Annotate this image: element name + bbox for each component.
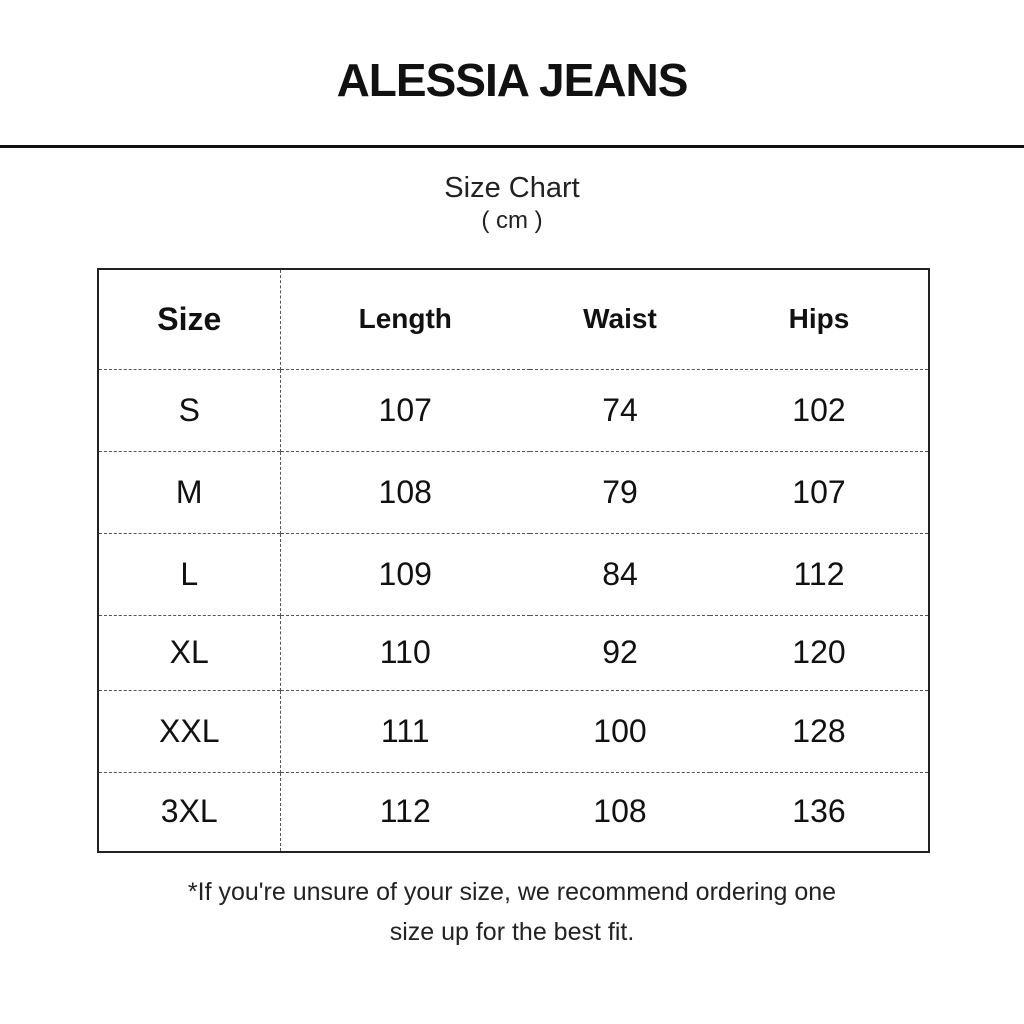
hips-cell: 136: [710, 772, 929, 852]
table-row: [98, 369, 929, 451]
column-header-length: Length: [358, 303, 452, 335]
footnote-line-2: size up for the best fit.: [389, 918, 635, 946]
size-cell: XXL: [98, 690, 280, 772]
fit-recommendation-note: [112, 872, 912, 952]
length-cell: 107: [280, 369, 530, 451]
hips-cell: 102: [710, 369, 929, 451]
column-header-size: Size: [98, 269, 280, 369]
table-row: [98, 615, 929, 690]
hips-cell: 107: [710, 451, 929, 533]
hips-cell: 112: [710, 533, 929, 615]
table-header-row: [98, 269, 929, 369]
size-cell: XL: [98, 615, 280, 690]
size-cell: S: [98, 369, 280, 451]
length-cell: 110: [280, 615, 530, 690]
length-cell: 108: [280, 451, 530, 533]
size-cell: M: [98, 451, 280, 533]
table-row: [98, 533, 929, 615]
waist-cell: 92: [530, 615, 710, 690]
waist-cell: 79: [530, 451, 710, 533]
waist-cell: 74: [530, 369, 710, 451]
waist-cell: 108: [530, 772, 710, 852]
table-row: [98, 690, 929, 772]
header-divider: [0, 145, 1024, 148]
hips-cell: 128: [710, 690, 929, 772]
hips-cell: 120: [710, 615, 929, 690]
length-cell: 109: [280, 533, 530, 615]
table-row: [98, 451, 929, 533]
chart-title: Size Chart: [444, 172, 580, 204]
waist-cell: 100: [530, 690, 710, 772]
column-header-hips: Hips: [788, 303, 850, 335]
waist-cell: 84: [530, 533, 710, 615]
size-cell: 3XL: [98, 772, 280, 852]
length-cell: 112: [280, 772, 530, 852]
size-table: [97, 268, 930, 853]
table-row: [98, 772, 929, 852]
size-cell: L: [98, 533, 280, 615]
footnote-line-1: *If you're unsure of your size, we recommend ordering one: [187, 878, 837, 906]
column-header-waist: Waist: [583, 303, 657, 335]
chart-unit: ( cm ): [481, 207, 543, 234]
brand-title: ALESSIA JEANS: [336, 54, 688, 106]
length-cell: 111: [280, 690, 530, 772]
